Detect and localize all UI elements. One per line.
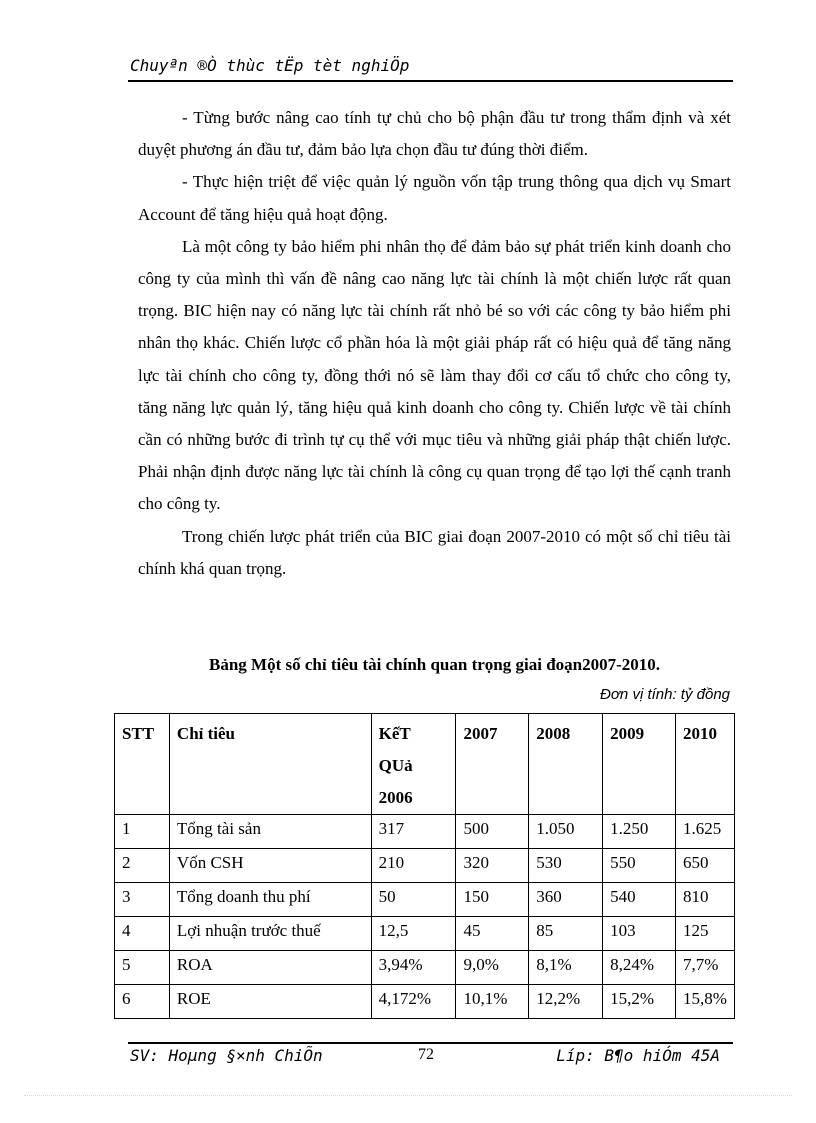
table-cell: 1.050 [529,815,603,849]
table-cell: 12,2% [529,985,603,1019]
table-cell: ROA [169,951,371,985]
table-row [115,951,735,985]
table-cell: 650 [676,849,735,883]
table-cell: 540 [603,883,676,917]
table-cell: 810 [676,883,735,917]
table-row [115,985,735,1019]
table-cell: 210 [371,849,456,883]
table-cell: Lợi nhuận trước thuế [169,917,371,951]
table-cell: 4,172% [371,985,456,1019]
header-divider [128,80,733,82]
table-row [115,883,735,917]
column-header: 2008 [529,714,603,815]
table-cell: 317 [371,815,456,849]
table-title: Bảng Một số chỉ tiêu tài chính quan trọng giai đoạn2007-2010. [208,655,661,674]
table-cell: 85 [529,917,603,951]
table-cell: 7,7% [676,951,735,985]
table-cell: 125 [676,917,735,951]
table-cell: 500 [456,815,529,849]
table-unit: Đơn vị tính: tỷ đồng [600,686,730,703]
table-row [115,917,735,951]
table-cell: 8,24% [603,951,676,985]
paragraph: Là một công ty bảo hiểm phi nhân thọ để đảm bảo sự phát triển kinh doanh cho công ty của mình thì vấn đề nâng cao năng lực tài chính là một chiến lược rất quan trọng. BIC hiện nay có năng lực tài chính rất nhỏ bé so với các công ty bảo hiểm phi nhân thọ khác. Chiến lược cổ phần hóa là một giải pháp rất có hiệu quả để tăng năng lực tài chính cho công ty, đồng thới nó sẽ làm thay đổi cơ cấu tổ chức cho công ty, tăng năng lực quản lý, tăng hiệu quả kinh doanh cho công ty. Chiến lược về tài chính cần có những bước đi trình tự cụ thể với mục tiêu và những giải pháp thật chiến lược. Phải nhận định được năng lực tài chính là công cụ quan trọng để tạo lợi thế cạnh tranh cho công ty. [138,236,731,514]
table-cell: 2 [115,849,170,883]
table-cell: 3 [115,883,170,917]
table-header-row [115,714,735,815]
paragraph: - Từng bước nâng cao tính tự chủ cho bộ phận đầu tư trong thẩm định và xét duyệt phương án đầu tư, đảm bảo lựa chọn đầu tư đúng thời điểm. [138,108,731,160]
table-cell: 15,2% [603,985,676,1019]
table-cell: 5 [115,951,170,985]
table-cell: 50 [371,883,456,917]
table-cell: 1.625 [676,815,735,849]
table-cell: 150 [456,883,529,917]
column-header: KếT QUả 2006 [371,714,456,815]
table-cell: 1 [115,815,170,849]
footer-class: Líp: B¶o hiÓm 45A [556,1046,720,1065]
page-number: 72 [418,1046,434,1063]
table-cell: 6 [115,985,170,1019]
table-cell: 9,0% [456,951,529,985]
table-cell: 530 [529,849,603,883]
table-cell: 12,5 [371,917,456,951]
page-header: Chuyªn ®Ò thùc tËp tèt nghiÖp [130,56,410,75]
paragraph: - Thực hiện triệt để việc quản lý nguồn vốn tập trung thông qua dịch vụ Smart Account để tăng hiệu quả hoạt động. [138,172,731,224]
table-cell: 8,1% [529,951,603,985]
table-cell: ROE [169,985,371,1019]
table-cell: 360 [529,883,603,917]
column-header: STT [115,714,170,815]
table-cell: Tổng doanh thu phí [169,883,371,917]
table-cell: 15,8% [676,985,735,1019]
column-header: 2010 [676,714,735,815]
table-cell: 3,94% [371,951,456,985]
table-cell: Vốn CSH [169,849,371,883]
table-cell: 103 [603,917,676,951]
table-row [115,849,735,883]
column-header: 2009 [603,714,676,815]
table-cell: 1.250 [603,815,676,849]
table-cell: 45 [456,917,529,951]
table-cell: 4 [115,917,170,951]
page-footer [130,1046,730,1068]
table-cell: 320 [456,849,529,883]
footer-author: SV: Hoµng §×nh ChiÕn [130,1046,323,1065]
body-text [138,102,731,585]
table-row [115,815,735,849]
page-edge-divider [24,1095,792,1096]
footer-divider [128,1042,733,1044]
table-cell: 10,1% [456,985,529,1019]
paragraph: Trong chiến lược phát triển của BIC giai đoạn 2007-2010 có một số chỉ tiêu tài chính khá quan trọng. [138,526,731,578]
column-header: Chỉ tiêu [169,714,371,815]
table-cell: Tổng tài sản [169,815,371,849]
table-cell: 550 [603,849,676,883]
column-header: 2007 [456,714,529,815]
financial-indicators-table [114,713,735,1019]
